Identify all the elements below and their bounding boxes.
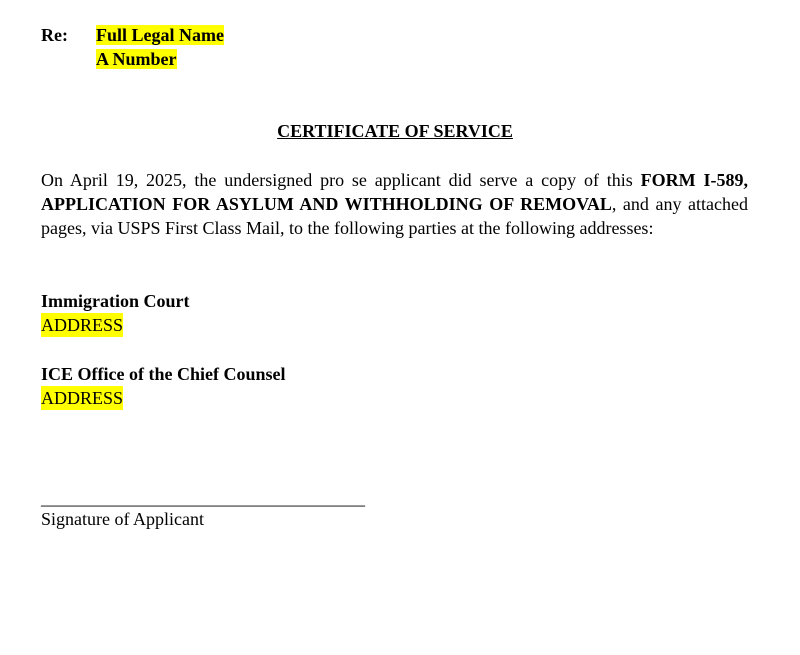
a-number-placeholder: A Number [96,49,177,69]
party-address-placeholder: ADDRESS [41,388,124,408]
re-lines [96,23,224,71]
document-title: CERTIFICATE OF SERVICE [277,121,513,141]
re-label: Re: [41,25,68,45]
re-full-legal-name-line [96,23,224,47]
service-paragraph [41,168,748,240]
party-name: ICE Office of the Chief Counsel [41,364,286,384]
paragraph-rest: , and any attached pages, via USPS First Class Mail, to the following parties at the following addresses: [41,194,749,238]
signature-label: Signature of Applicant [41,509,204,529]
full-legal-name-placeholder: Full Legal Name [96,25,224,45]
party-immigration-court [41,289,189,337]
form-name: FORM I-589, APPLICATION FOR ASYLUM AND WITHHOLDING OF REMOVAL [41,170,749,214]
re-a-number-line [96,47,224,71]
paragraph-intro: On April 19, 2025, the undersigned pro se applicant did serve a copy of this [41,170,641,190]
party-ice-chief-counsel [41,362,285,410]
signature-line: ____________________________________ [41,488,365,508]
party-address-placeholder: ADDRESS [41,315,124,335]
party-name: Immigration Court [41,291,190,311]
